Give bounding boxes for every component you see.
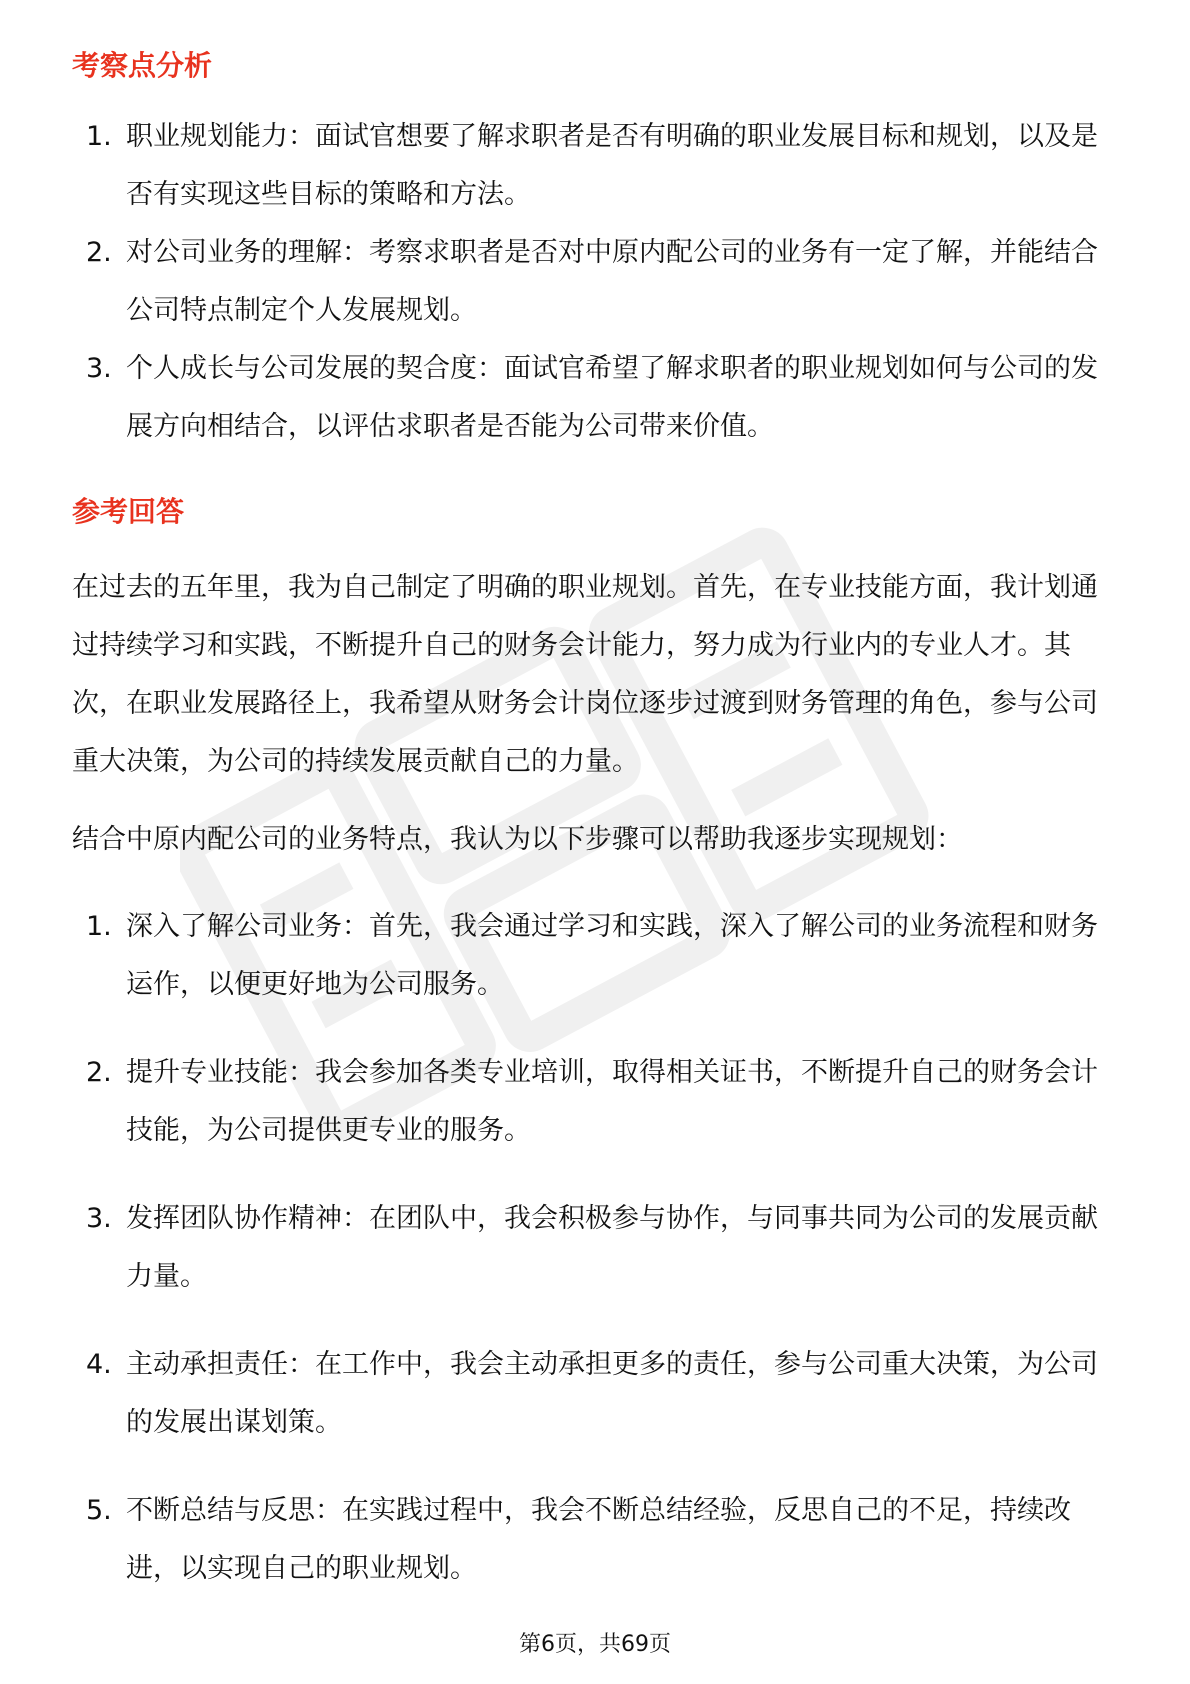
list-item-text: 不断总结与反思：在实践过程中，我会不断总结经验，反思自己的不足，持续改进，以实现自己的职业规划。 (126, 1495, 1071, 1584)
list-number: 4. (86, 1349, 112, 1380)
list-number: 1. (86, 911, 112, 942)
list-item-text: 个人成长与公司发展的契合度：面试官希望了解求职者的职业规划如何与公司的发展方向相结合，以评估求职者是否能为公司带来价值。 (126, 353, 1098, 442)
list-item-text: 对公司业务的理解：考察求职者是否对中原内配公司的业务有一定了解，并能结合公司特点制定个人发展规划。 (126, 237, 1098, 326)
list-item (72, 898, 1122, 1014)
list-item (72, 108, 1122, 224)
list-item (72, 1044, 1122, 1160)
list-item-text: 深入了解公司业务：首先，我会通过学习和实践，深入了解公司的业务流程和财务运作，以便更好地为公司服务。 (126, 911, 1098, 1000)
list-item-text: 职业规划能力：面试官想要了解求职者是否有明确的职业发展目标和规划，以及是否有实现这些目标的策略和方法。 (126, 121, 1098, 210)
list-item-text: 发挥团队协作精神：在团队中，我会积极参与协作，与同事共同为公司的发展贡献力量。 (126, 1203, 1098, 1292)
list-number: 2. (86, 1057, 112, 1088)
list-number: 2. (86, 237, 112, 268)
list-item-text: 主动承担责任：在工作中，我会主动承担更多的责任，参与公司重大决策，为公司的发展出谋划策。 (126, 1349, 1098, 1438)
list-item (72, 1482, 1122, 1598)
list-number: 3. (86, 353, 112, 384)
list-item (72, 340, 1122, 456)
list-number: 5. (86, 1495, 112, 1526)
list-number: 1. (86, 121, 112, 152)
list-item (72, 224, 1122, 340)
steps-list (72, 898, 1122, 1598)
list-item (72, 1336, 1122, 1452)
list-number: 3. (86, 1203, 112, 1234)
answer-paragraph-1: 在过去的五年里，我为自己制定了明确的职业规划。首先，在专业技能方面，我计划通过持续学习和实践，不断提升自己的财务会计能力，努力成为行业内的专业人才。其次，在职业发展路径上，我希望从财务会计岗位逐步过渡到财务管理的角色，参与公司重大决策，为公司的持续发展贡献自己的力量。 (72, 572, 1098, 777)
answer-heading: 参考回答 (72, 495, 185, 528)
page-number: 第6页，共69页 (519, 1632, 671, 1657)
list-item-text: 提升专业技能：我会参加各类专业培训，取得相关证书，不断提升自己的财务会计技能，为公司提供更专业的服务。 (126, 1057, 1098, 1146)
answer-paragraph-2: 结合中原内配公司的业务特点，我认为以下步骤可以帮助我逐步实现规划： (72, 824, 963, 855)
analysis-heading: 考察点分析 (72, 49, 213, 82)
list-item (72, 1190, 1122, 1306)
analysis-list (72, 108, 1122, 456)
